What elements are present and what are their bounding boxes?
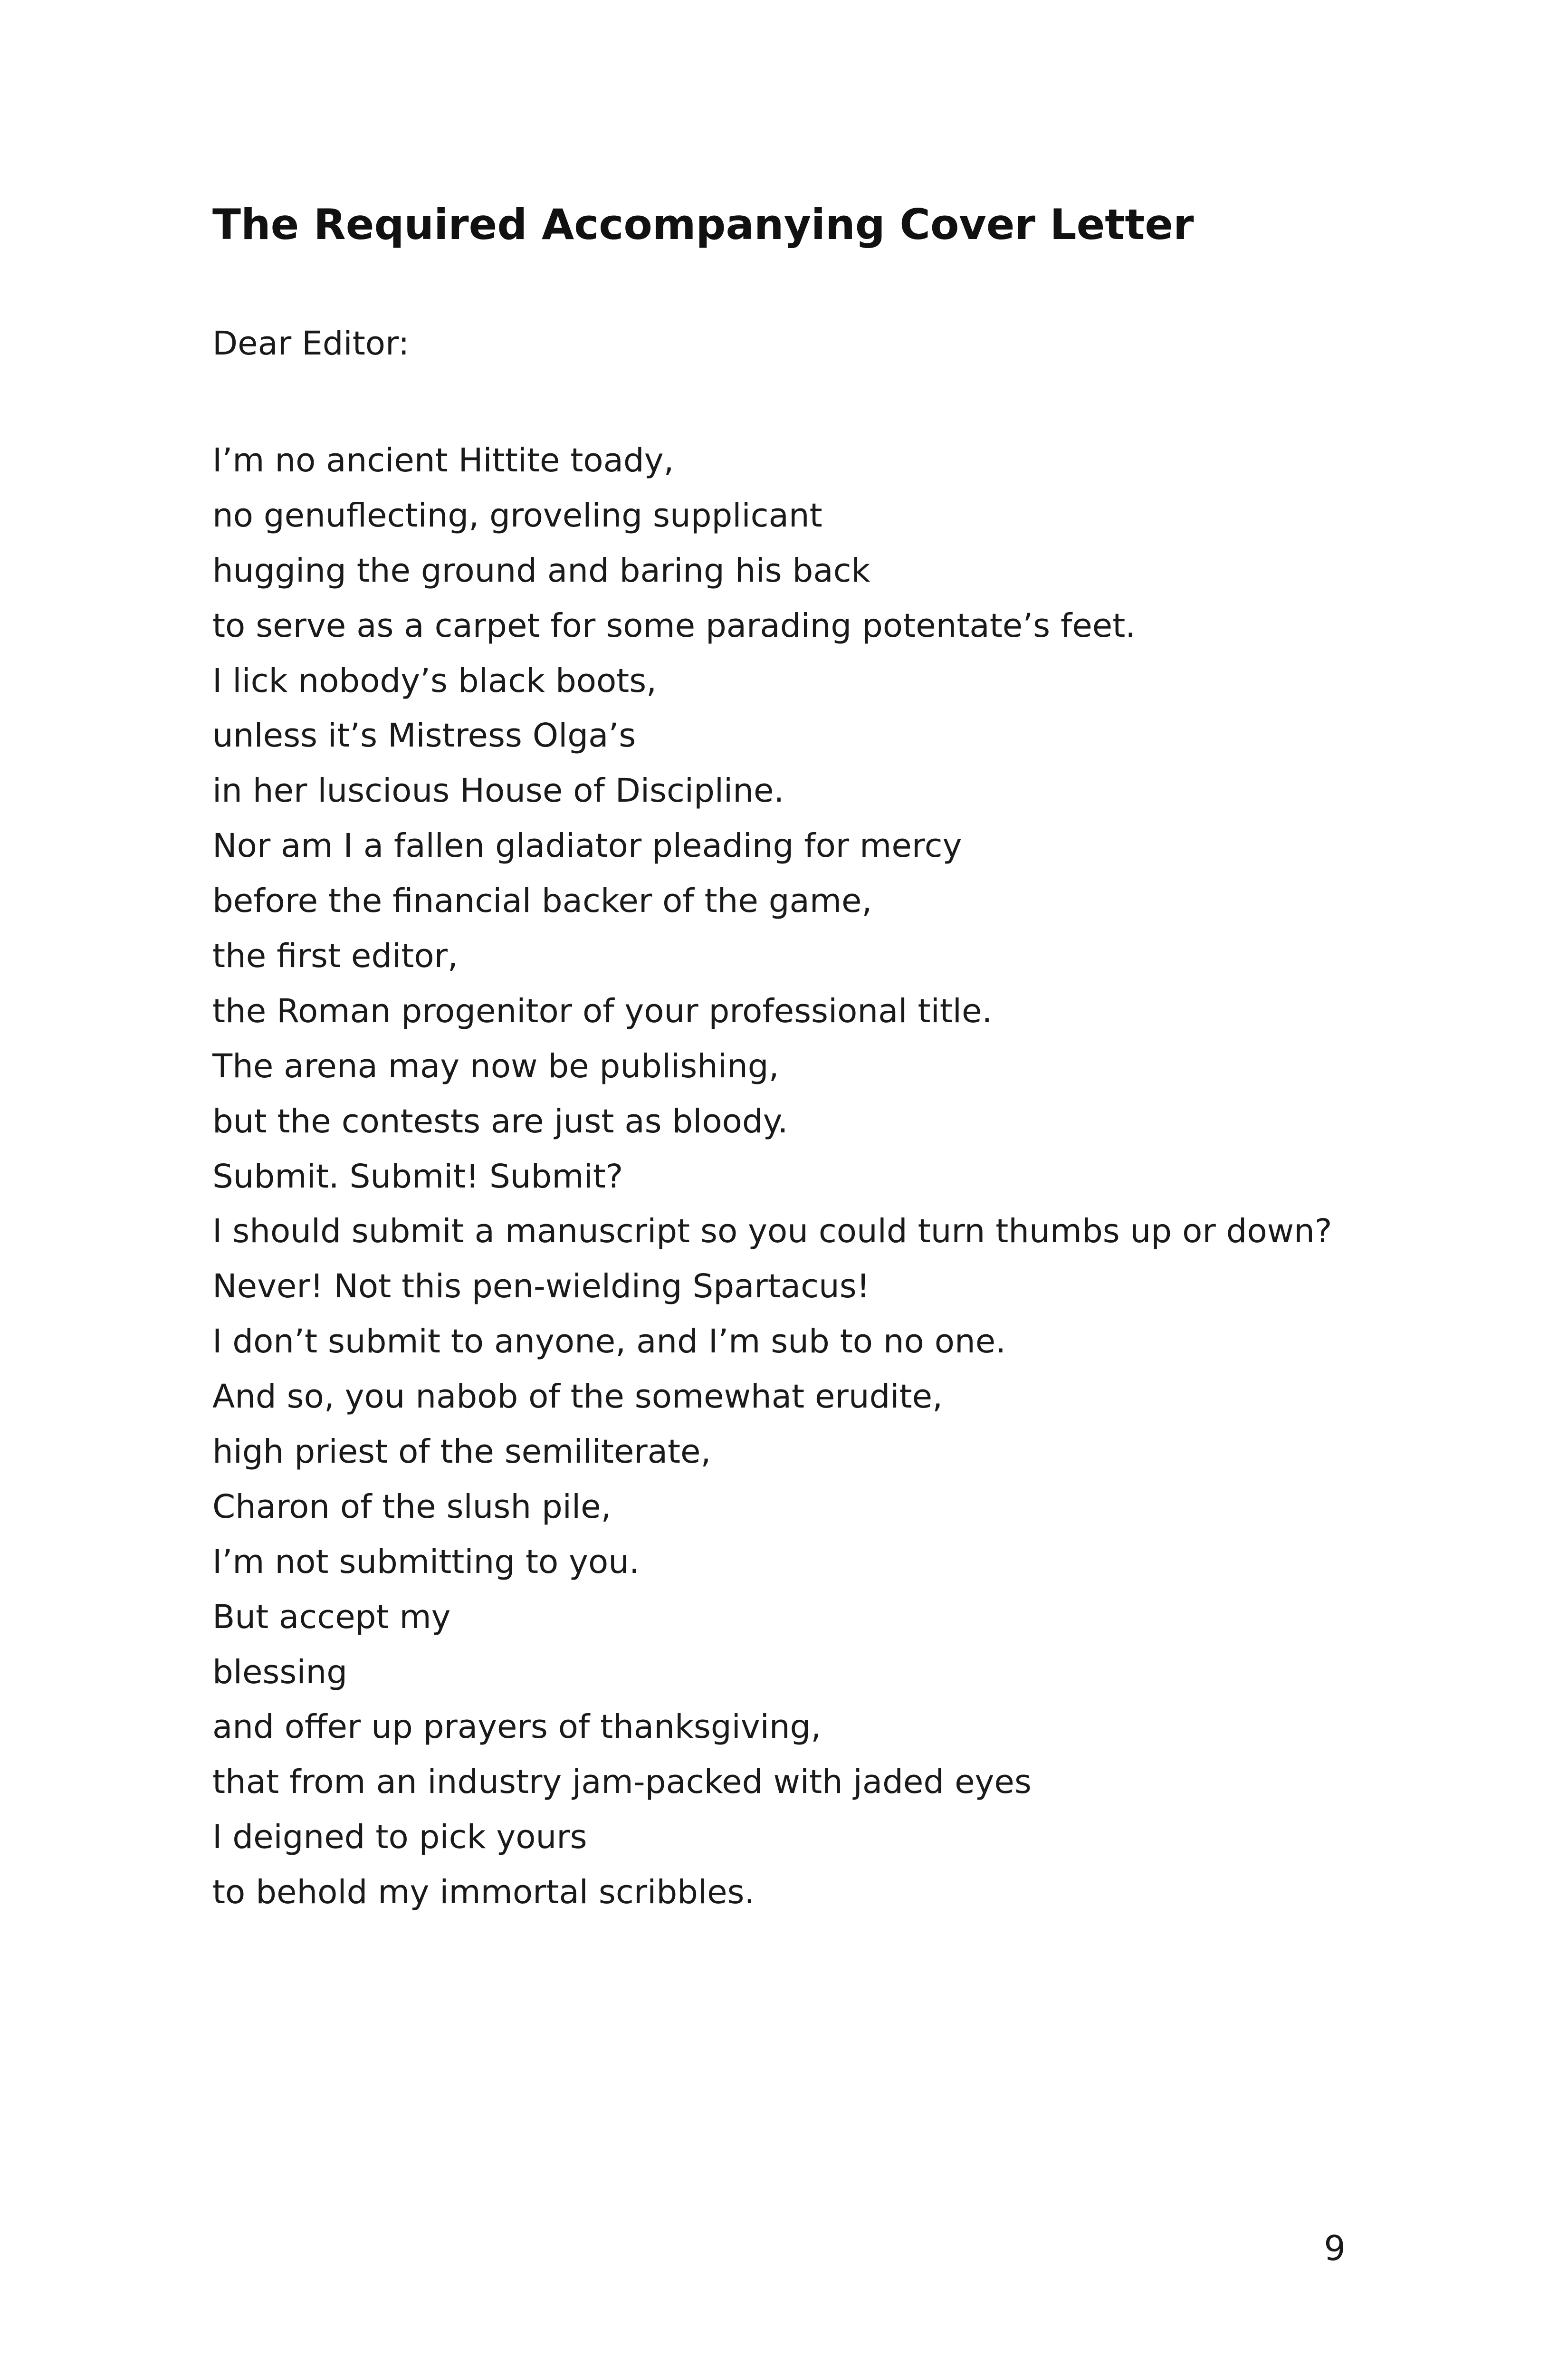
poem-line: Nor am I a fallen gladiator pleading for mercy: [212, 827, 962, 865]
poem-line: Submit. Submit! Submit?: [212, 1157, 623, 1196]
poem-line: that from an industry jam-packed with jaded eyes: [212, 1763, 1032, 1801]
poem-line: But accept my: [212, 1598, 451, 1636]
poem-line: and offer up prayers of thanksgiving,: [212, 1708, 822, 1746]
poem-line: before the financial backer of the game,: [212, 882, 872, 920]
poem-line: hugging the ground and baring his back: [212, 551, 870, 590]
poem-line: no genuflecting, groveling supplicant: [212, 496, 822, 535]
poem-line: Charon of the slush pile,: [212, 1487, 612, 1526]
poem-line: I should submit a manuscript so you could turn thumbs up or down?: [212, 1212, 1332, 1251]
poem-line: I’m no ancient Hittite toady,: [212, 441, 674, 479]
poem-title: The Required Accompanying Cover Letter: [212, 200, 1194, 249]
poem-line: to behold my immortal scribbles.: [212, 1873, 755, 1912]
poem-line: And so, you nabob of the somewhat erudite,: [212, 1378, 943, 1416]
poem-line: I don’t submit to anyone, and I’m sub to no one.: [212, 1322, 1006, 1361]
salutation: Dear Editor:: [212, 325, 410, 363]
poem-line: unless it’s Mistress Olga’s: [212, 717, 636, 755]
poem-line: Never! Not this pen-wielding Spartacus!: [212, 1267, 870, 1306]
poem-line: I lick nobody’s black boots,: [212, 661, 657, 700]
poem-line: The arena may now be publishing,: [212, 1047, 779, 1085]
poem-line: in her luscious House of Discipline.: [212, 772, 784, 810]
poem-line: to serve as a carpet for some parading potentate’s feet.: [212, 606, 1136, 645]
poem-line: the first editor,: [212, 937, 458, 976]
poem-line: the Roman progenitor of your professional title.: [212, 992, 993, 1030]
poem-line: high priest of the semiliterate,: [212, 1433, 711, 1471]
poem-body: [212, 433, 1332, 1920]
poem-line: but the contests are just as bloody.: [212, 1102, 788, 1140]
poem-line: blessing: [212, 1653, 348, 1691]
poem-line: I deigned to pick yours: [212, 1818, 587, 1857]
poem-line: I’m not submitting to you.: [212, 1542, 640, 1581]
page-number: 9: [1324, 2228, 1346, 2268]
